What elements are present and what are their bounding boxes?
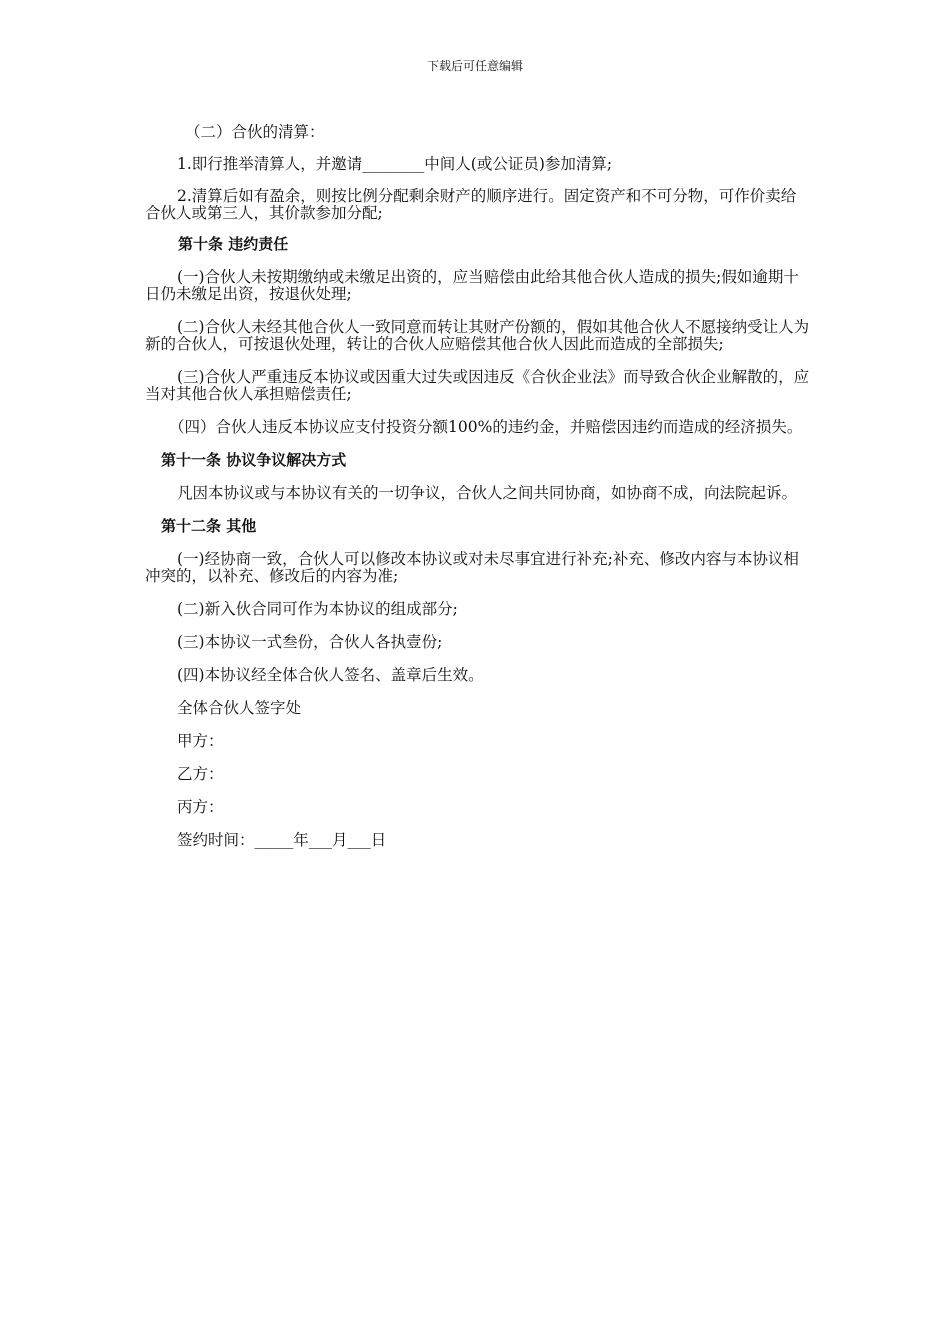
article-10-heading: 第十条 违约责任 [178,235,289,253]
clause-9-2-title: （二）合伙的清算： [185,123,325,141]
article-10-item-3: (三)合伙人严重违反本协议或因重大过失或因违反《合伙企业法》而导致合伙企业解散的，应当对其他合伙人承担赔偿责任; [145,368,810,403]
clause-9-2-item-2: 2.清算后如有盈余，则按比例分配剩余财产的顺序进行。固定资产和不可分物，可作价卖给合伙人或第三人，其价款参加分配; [145,187,797,222]
party-c-label: 丙方： [177,798,224,816]
clause-9-2-item-1: 1.即行推举清算人，并邀请________中间人(或公证员)参加清算; [177,155,613,173]
article-11-body: 凡因本协议或与本协议有关的一切争议，合伙人之间共同协商，如协商不成，向法院起诉。 [177,484,798,502]
article-12-item-2: (二)新入伙合同可作为本协议的组成部分; [177,600,458,618]
document-body [145,124,810,849]
party-b-label: 乙方： [177,765,224,783]
article-10-item-4: （四）合伙人违反本协议应支付投资分额100%的违约金，并赔偿因违约而造成的经济损失。 [169,418,803,436]
article-10-item-2: (二)合伙人未经其他合伙人一致同意而转让其财产份额的，假如其他合伙人不愿接纳受让人为新的合伙人，可按退伙处理，转让的合伙人应赔偿其他合伙人因此而造成的全部损失; [145,318,810,353]
article-12-item-3: (三)本协议一式叁份，合伙人各执壹份; [177,633,443,651]
article-10-item-1: (一)合伙人未按期缴纳或未缴足出资的，应当赔偿由此给其他合伙人造成的损失;假如逾期十日仍未缴足出资，按退伙处理; [145,268,799,303]
article-12-item-4: (四)本协议经全体合伙人签名、盖章后生效。 [177,666,484,684]
article-12-heading: 第十二条 其他 [161,517,257,535]
signature-title: 全体合伙人签字处 [177,699,302,717]
sign-date-line: 签约时间：_____年___月___日 [177,831,387,849]
article-12-item-1: (一)经协商一致，合伙人可以修改本协议或对未尽事宜进行补充;补充、修改内容与本协议相冲突的，以补充、修改后的内容为准; [145,550,799,585]
article-11-heading: 第十一条 协议争议解决方式 [161,451,347,469]
party-a-label: 甲方： [177,732,224,750]
page-header: 下载后可任意编辑 [426,59,523,73]
